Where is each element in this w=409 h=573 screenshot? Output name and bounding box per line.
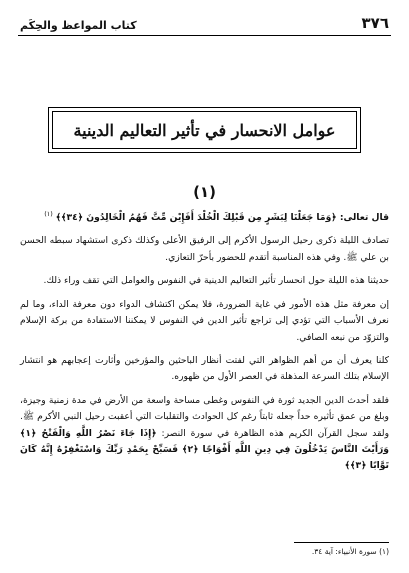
paragraph-quran-verse (20, 206, 389, 226)
footnote-divider (294, 542, 389, 543)
paragraph: إن معرفة مثل هذه الأمور في غاية الضرورة، فلا يمكن اكتشاف الدواء دون معرفة الداء، وما لم نعرف الأسباب التي تؤدي إلى تراجع تأثير الدين في النفوس لا يمكننا الاستفادة من بركة الإسلام والتزوّد من نبعه الصافي. (20, 298, 389, 343)
quran-verse: ﴿إِذَا جَاءَ نَصْرُ اللَّهِ وَالْفَتْحُ ﴿١﴾ وَرَأَيْتَ النَّاسَ يَدْخُلُونَ فِي دِينِ اللَّهِ أَفْوَاجًا ﴿٢﴾ فَسَبِّحْ بِحَمْدِ رَبِّكَ وَاسْتَغْفِرْهُ إِنَّهُ كَانَ تَوَّابًا ﴿٣﴾﴾ (20, 427, 390, 472)
chapter-title: عوامل الانحسار في تأثير التعاليم الدينية (73, 120, 336, 140)
paragraph (20, 393, 389, 475)
paragraph-text: فلقد أحدث الدين الجديد ثورة في النفوس وغطى مساحة واسعة من الأرض في مدة زمنية وجيزة، وبلغ من عمق تأثيره حداً جعله ثابتاً رغم كل الحوادث والتقلبات التي أعقبت رحيل النبي الأكرم ﷺ. ولقد سجل القرآن الكريم هذه الظاهرة في سورة النصر: (20, 394, 390, 439)
quran-verse: قال تعالى: ﴿وَمَا جَعَلْنَا لِبَشَرٍ مِن قَبْلِكَ الْخُلْدَ أَفَإِيْن مِّتَّ فَهُمُ الْخَالِدُونَ ﴿٣٤﴾﴾ (55, 212, 389, 224)
header-divider (18, 35, 391, 36)
section-number: (١) (193, 183, 216, 201)
page-header (20, 10, 389, 32)
running-book-title: كتاب المواعظ والحِكَم (20, 19, 137, 32)
paragraph: كلنا يعرف أن من أهم الظواهر التي لفتت أنظار الباحثين والمؤرخين وأثارت إعجابهم هو انتشار الإسلام بتلك السرعة المذهلة في العصر الأول من ظهوره. (20, 354, 389, 383)
footnote: (١) سورة الأنبياء: آية ٣٤. (311, 547, 389, 556)
chapter-title-inner-frame (52, 111, 357, 149)
paragraph: تصادف الليلة ذكرى رحيل الرسول الأكرم إلى الرفيق الأعلى وكذلك ذكرى استشهاد سبطه الحسن بن علي ﷺ. وفي هذه المناسبة أتقدم للحضور بأحرّ التعازي. (20, 235, 389, 263)
footnote-reference: (١) (44, 210, 53, 218)
page-number: ٣٧٦ (361, 14, 389, 32)
paragraph: حديثنا هذه الليلة حول انحسار تأثير التعاليم الدينية في النفوس والعوامل التي تقف وراء ذلك. (43, 275, 389, 287)
chapter-title-frame (48, 107, 361, 153)
body-text (20, 206, 389, 482)
